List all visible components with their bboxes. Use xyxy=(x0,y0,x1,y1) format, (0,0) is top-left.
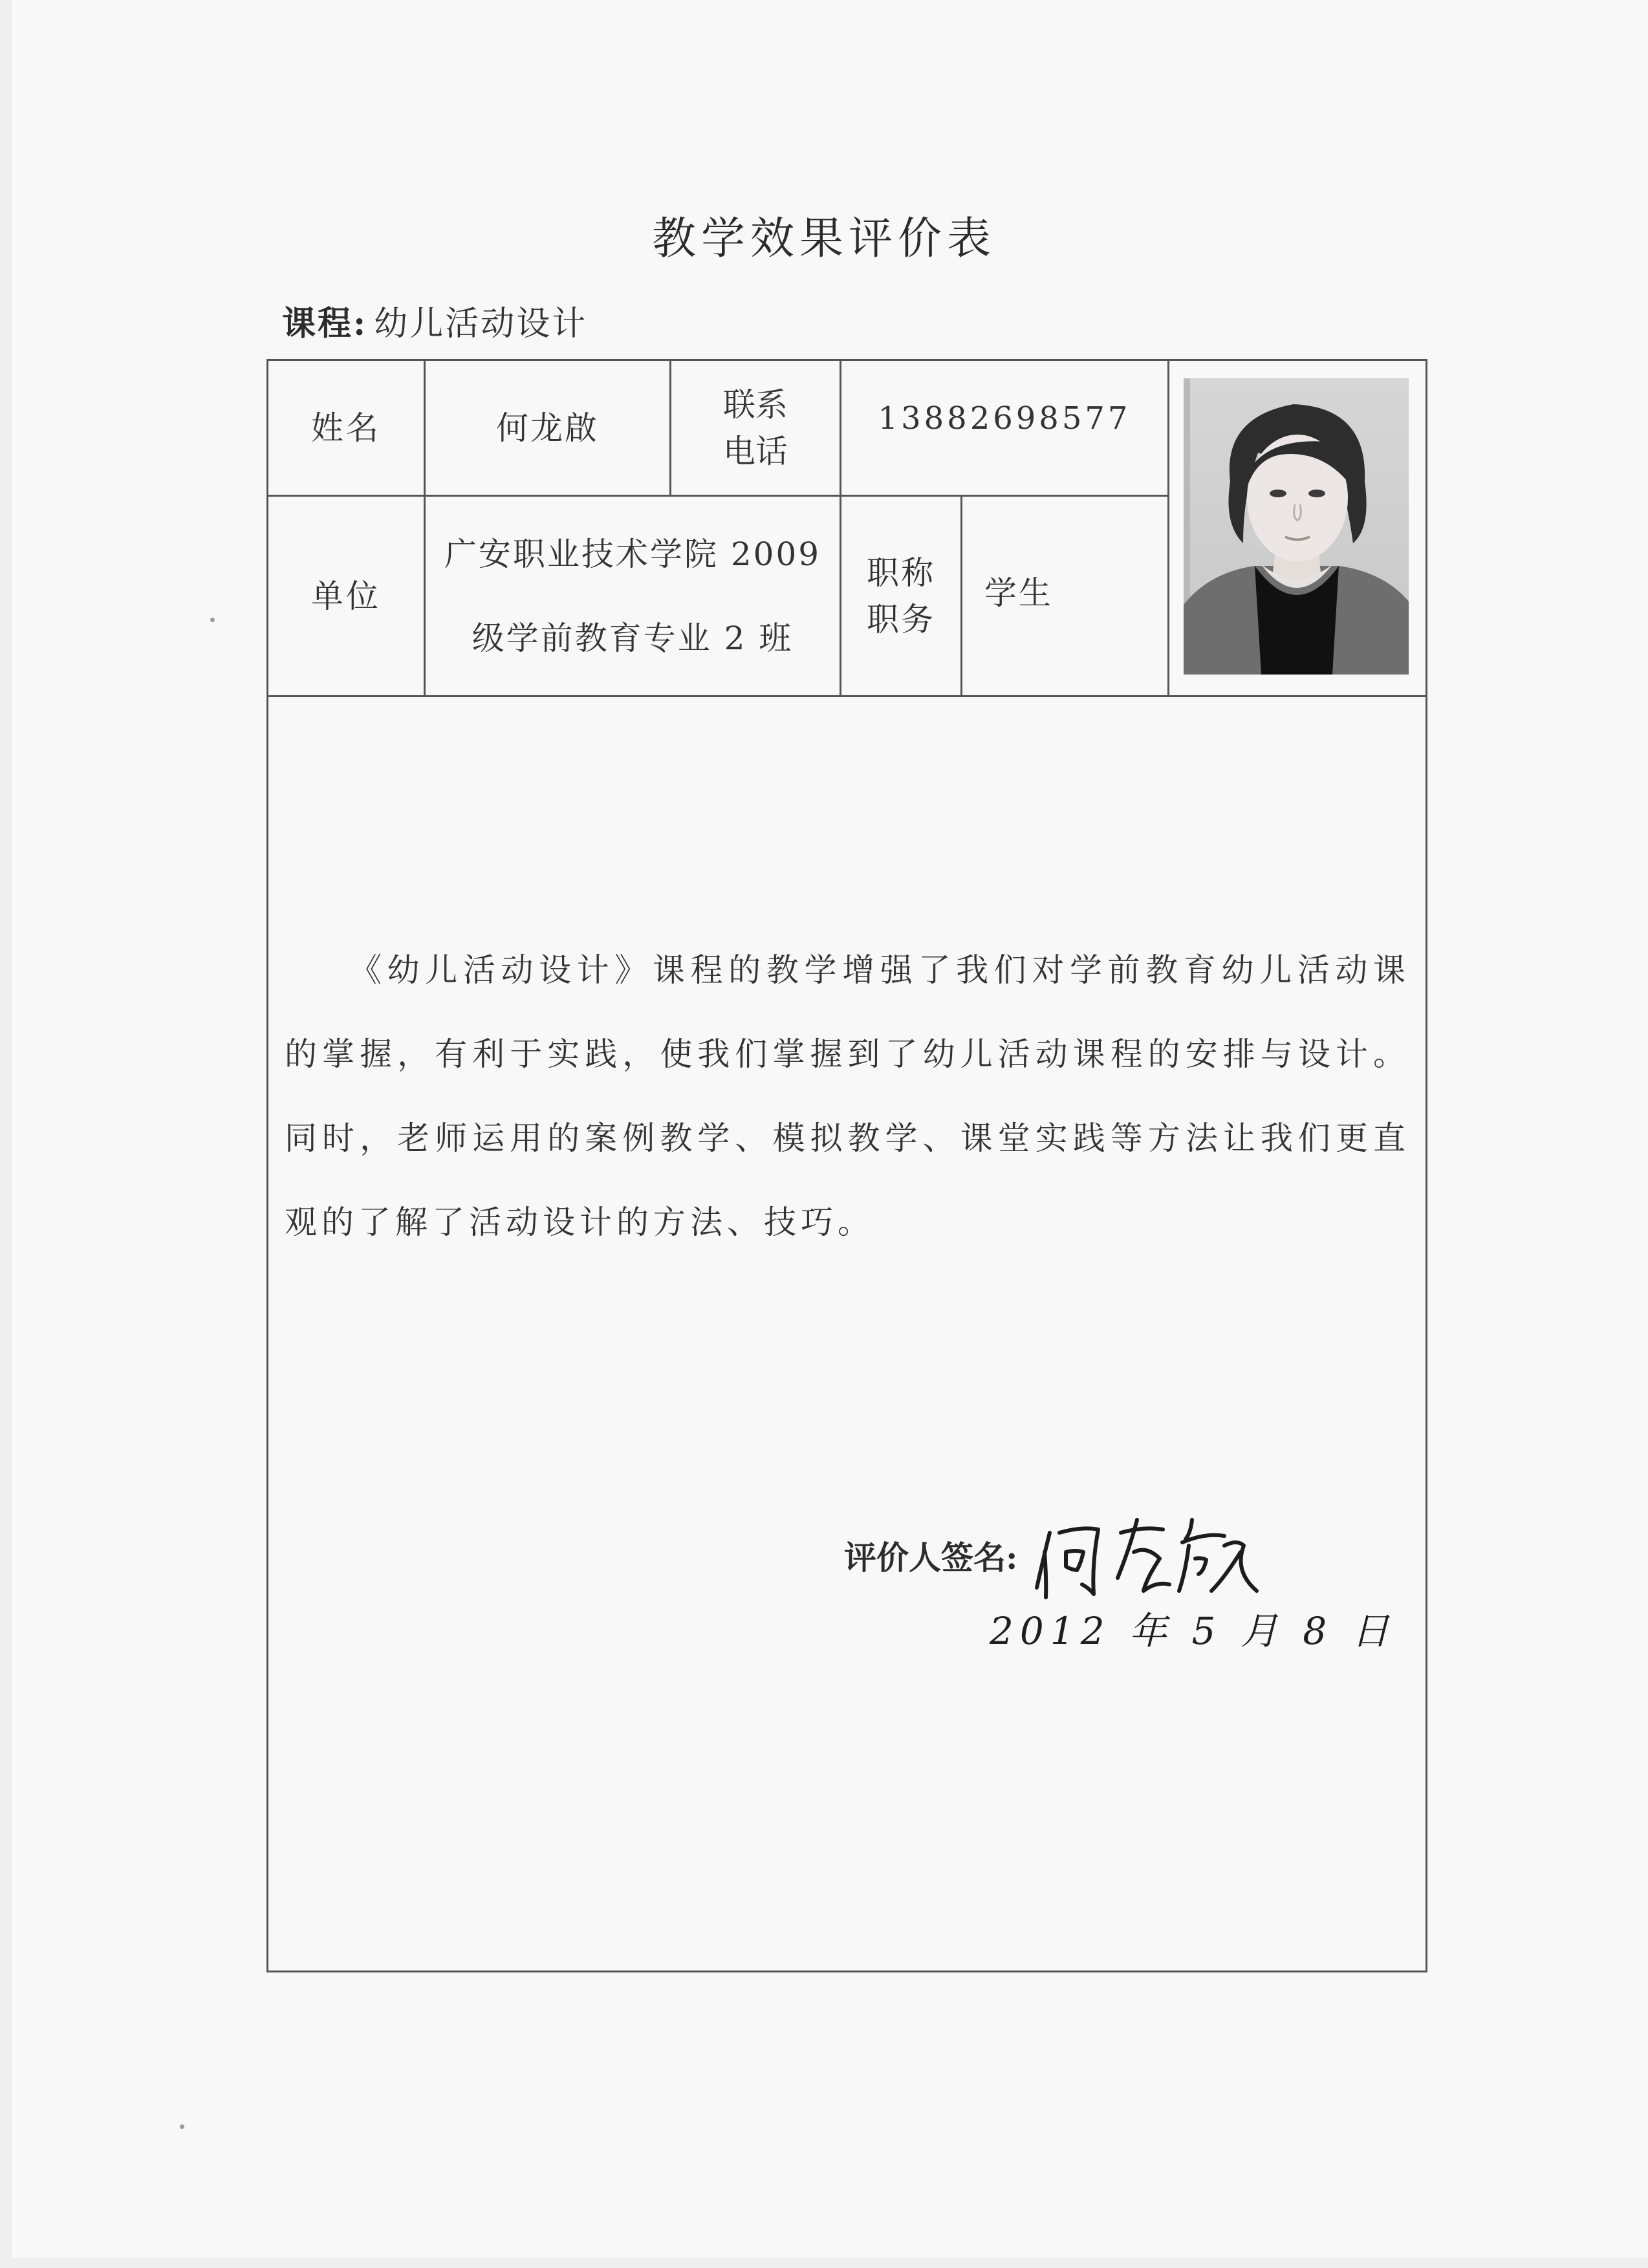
course-value: 幼儿活动设计 xyxy=(374,305,588,343)
unit-value-line2: 级学前教育专业 2 班 xyxy=(472,619,794,657)
handwritten-signature xyxy=(1030,1507,1263,1604)
table-rule xyxy=(1167,359,1169,697)
scan-bottom-edge xyxy=(0,2258,1648,2268)
unit-label: 单位 xyxy=(311,577,381,615)
scan-edge xyxy=(0,0,12,2268)
position-label-line2: 职务 xyxy=(867,600,935,638)
signature-block xyxy=(844,1507,1263,1604)
signature-date: 2012 年 5 月 8 日 xyxy=(990,1609,1396,1653)
name-value: 何龙啟 xyxy=(496,409,599,447)
scan-speck xyxy=(210,618,215,622)
evaluation-text: 《幼儿活动设计》课程的教学增强了我们对学前教育幼儿活动课的掌握，有利于实践，使我们掌握到了幼儿活动课程的安排与设计。同时，老师运用的案例教学、模拟教学、课堂实践等方法让我们更直观的了解了活动设计的方法、技巧。 xyxy=(285,951,1410,1241)
position-value: 学生 xyxy=(984,574,1053,612)
document-title: 教学效果评价表 xyxy=(651,213,996,265)
name-label: 姓名 xyxy=(311,409,381,447)
unit-value xyxy=(426,497,840,695)
phone-label xyxy=(671,361,840,495)
signature-label: 评价人签名: xyxy=(844,1539,1018,1577)
table-rule xyxy=(266,695,1427,697)
course-label: 课程: xyxy=(282,304,368,343)
portrait-image xyxy=(1184,378,1409,675)
student-photo xyxy=(1184,378,1409,675)
course-line xyxy=(282,296,587,345)
scan-speck xyxy=(180,2124,184,2129)
phone-label-line1: 联系 xyxy=(723,385,788,424)
phone-label-line2: 电话 xyxy=(723,432,788,470)
position-label xyxy=(841,497,960,695)
unit-value-line1: 广安职业技术学院 2009 xyxy=(444,535,821,573)
phone-value: 13882698577 xyxy=(878,400,1131,437)
position-label-line1: 职称 xyxy=(867,554,935,592)
